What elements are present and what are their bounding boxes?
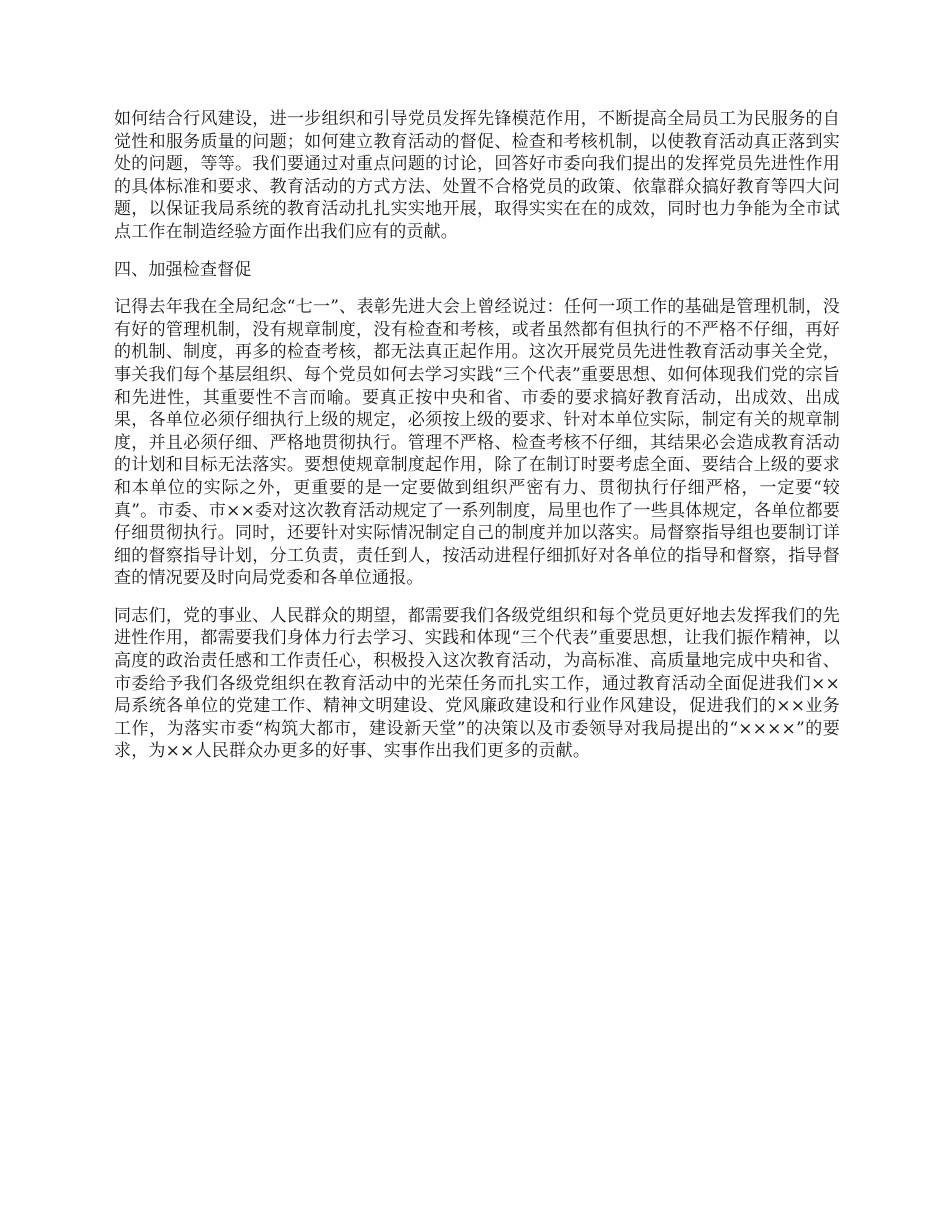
paragraph-intro: 如何结合行风建设，进一步组织和引导党员发挥先锋模范作用，不断提高全局员工为民服务的自觉性和服务质量的问题；如何建立教育活动的督促、检查和考核机制，以使教育活动真正落到实处的问题，等等。我们要通过对重点问题的讨论，回答好市委向我们提出的发挥党员先进性作用的具体标准和要求、教育活动的方式方法、处置不合格党员的政策、依靠群众搞好教育等四大问题，以保证我局系统的教育活动扎扎实实地开展，取得实实在在的成效，同时也力争能为全市试点工作在制造经验方面作出我们应有的贡献。 — [114, 109, 840, 242]
paragraph-inspection: 记得去年我在全局纪念“七一”、表彰先进大会上曾经说过：任何一项工作的基础是管理机制，没有好的管理机制，没有规章制度，没有检查和考核，或者虽然都有但执行的不严格不仔细，再好的机制、制度，再多的检查考核，都无法真正起作用。这次开展党员先进性教育活动事关全党，事关我们每个基层组织、每个党员如何去学习实践“三个代表”重要思想、如何体现我们党的宗旨和先进性，其重要性不言而喻。要真正按中央和省、市委的要求搞好教育活动，出成效、出成果，各单位必须仔细执行上级的规定，必须按上级的要求、针对本单位实际，制定有关的规章制度，并且必须仔细、严格地贯彻执行。管理不严格、检查考核不仔细，其结果必会造成教育活动的计划和目标无法落实。要想使规章制度起作用，除了在制订时要考虑全面、要结合上级的要求和本单位的实际之外，更重要的是一定要做到组织严密有力、贯彻执行仔细严格，一定要“较真”。市委、市××委对这次教育活动规定了一系列制度，局里也作了一些具体规定，各单位都要仔细贯彻执行。同时，还要针对实际情况制定自己的制度并加以落实。局督察指导组也要制订详细的督察指导计划，分工负责，责任到人，按活动进程仔细抓好对各单位的指导和督察，指导督查的情况要及时向局党委和各单位通报。 — [114, 297, 840, 589]
section-heading: 四、加强检查督促 — [114, 259, 252, 280]
paragraph-closing: 同志们，党的事业、人民群众的期望，都需要我们各级党组织和每个党员更好地去发挥我们的先进性作用，都需要我们身体力行去学习、实践和体现“三个代表”重要思想，让我们振作精神，以高度的政治责任感和工作责任心，积极投入这次教育活动，为高标准、高质量地完成中央和省、市委给予我们各级党组织在教育活动中的光荣任务而扎实工作，通过教育活动全面促进我们××局系统各单位的党建工作、精神文明建设、党风廉政建设和行业作风建设，促进我们的××业务工作，为落实市委“构筑大都市，建设新天堂”的决策以及市委领导对我局提出的“××××”的要求，为××人民群众办更多的好事、实事作出我们更多的贡献。 — [114, 605, 840, 762]
document-body — [114, 108, 840, 778]
